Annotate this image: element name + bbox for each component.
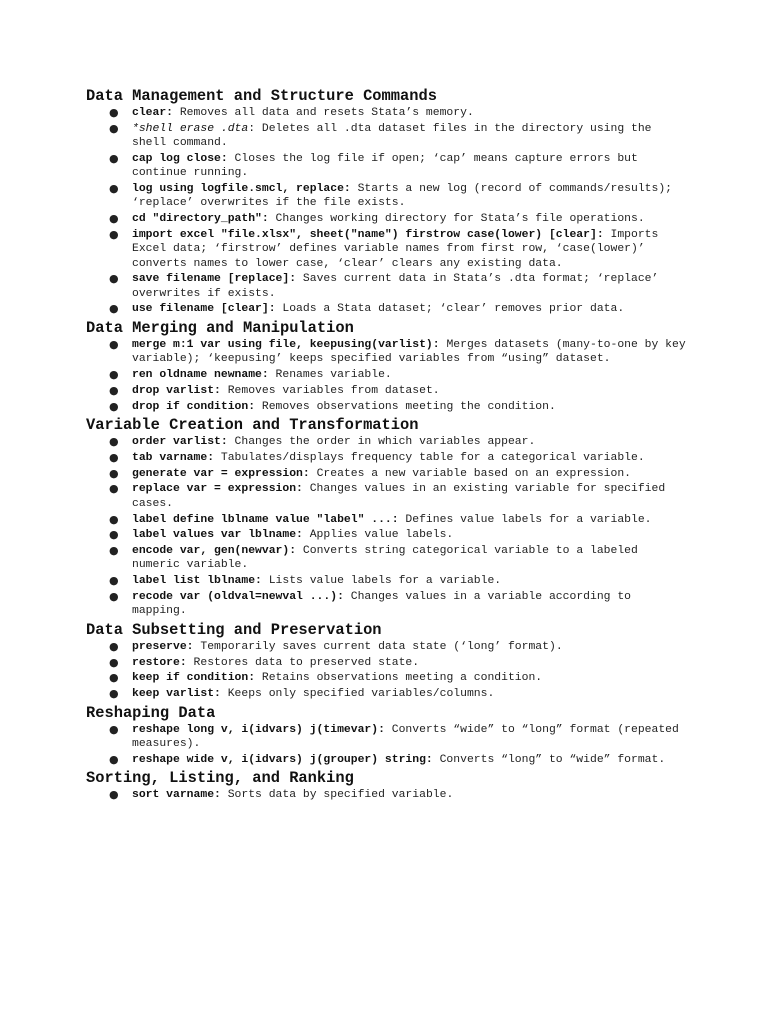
list-item [109, 368, 686, 382]
command-name: preserve: [132, 640, 194, 653]
command-description: Changes working directory for Stata’s file operations. [268, 213, 645, 226]
bullet-icon: ● [109, 181, 119, 195]
command-name: drop if condition: [132, 400, 256, 413]
bullet-icon: ● [109, 151, 119, 165]
command-name: order varlist: [132, 436, 228, 449]
bullet-icon: ● [109, 512, 119, 526]
list-item [109, 302, 686, 316]
command-name: cap log close: [132, 152, 228, 165]
command-name: clear: [132, 107, 174, 119]
bullet-icon: ● [109, 482, 119, 496]
list-item [109, 181, 686, 211]
command-description: Retains observations meeting a condition. [255, 672, 543, 685]
command-name: import excel "file.xlsx", sheet("name") firstrow case(lower) [clear]: [132, 228, 604, 241]
section-variable-creation [86, 415, 686, 618]
command-name: replace var = expression: [132, 483, 303, 496]
document-page [86, 86, 686, 804]
list-item [109, 435, 686, 449]
command-name: save filename [replace]: [132, 273, 297, 286]
bullet-icon: ● [109, 528, 119, 542]
bullet-icon: ● [109, 655, 119, 669]
command-description: Closes the log file if open; ‘cap’ means capture errors but continue running. [132, 152, 638, 180]
bullet-icon: ● [109, 399, 119, 413]
command-description: Defines value labels for a variable. [398, 513, 652, 526]
command-name: encode var, gen(newvar): [132, 544, 297, 557]
command-description: Converts “wide” to “long” format (repeated measures). [132, 723, 679, 751]
section-heading: Data Merging and Manipulation [86, 319, 354, 338]
section-sorting [86, 768, 686, 802]
command-name: keep varlist: [132, 687, 221, 700]
command-name: reshape long v, i(idvars) j(timevar): [132, 723, 385, 736]
section-heading: Data Subsetting and Preservation [86, 620, 382, 639]
list-item [109, 655, 686, 670]
section-heading: Reshaping Data [86, 703, 216, 722]
bullet-icon: ● [109, 368, 119, 382]
command-list [86, 788, 686, 802]
bullet-icon: ● [109, 752, 119, 766]
command-name: generate var = expression: [132, 467, 310, 480]
command-name: log using logfile.smcl, replace: [132, 182, 351, 195]
bullet-icon: ● [109, 106, 119, 119]
command-description: Removes variables from dataset. [220, 384, 440, 397]
command-name: use filename [clear]: [132, 303, 276, 316]
list-item [109, 227, 686, 271]
command-name: *shell erase .dta [132, 122, 249, 135]
list-item [109, 106, 686, 120]
list-item [109, 528, 686, 542]
section-heading: Data Management and Structure Commands [86, 87, 437, 105]
list-item [109, 671, 686, 685]
bullet-icon: ● [109, 212, 119, 226]
command-description: Keeps only specified variables/columns. [220, 687, 495, 700]
command-description: Saves current data in Stata’s .dta format; ‘replace’ overwrites if exists. [132, 273, 659, 300]
list-item [109, 121, 686, 151]
command-description: Changes the order in which variables appear. [227, 436, 536, 449]
bullet-icon: ● [109, 589, 119, 603]
command-description: Loads a Stata dataset; ‘clear’ removes prior data. [275, 303, 625, 316]
command-description: Creates a new variable based on an expression. [309, 467, 632, 480]
list-item [109, 399, 686, 414]
bullet-icon: ● [109, 722, 119, 736]
command-description: Imports Excel data; ‘firstrow’ defines variable names from first row, ‘case(lower)’ converts names to lower case, ‘clear’ clears any existing data. [132, 228, 659, 270]
command-list [86, 723, 686, 768]
command-name: keep if condition: [132, 672, 256, 685]
list-item [109, 788, 686, 802]
section-data-subsetting [86, 620, 686, 702]
command-name: tab varname: [132, 451, 215, 464]
bullet-icon: ● [109, 227, 119, 241]
list-item [109, 338, 686, 367]
command-description: Removes observations meeting the condition. [255, 400, 556, 413]
command-name: label define lblname value "label" ...: [132, 513, 399, 526]
list-item [109, 686, 686, 701]
command-name: label list lblname: [132, 575, 262, 588]
command-description: Changes values in a variable according to mapping. [132, 590, 631, 618]
list-item [109, 589, 686, 619]
command-description: Sorts data by specified variable. [220, 789, 454, 802]
bullet-icon: ● [109, 574, 119, 588]
bullet-icon: ● [109, 121, 119, 135]
command-description: Changes values in an existing variable for specified cases. [132, 483, 666, 510]
bullet-icon: ● [109, 686, 119, 700]
command-list [86, 106, 686, 317]
bullet-icon: ● [109, 272, 119, 286]
section-heading: Sorting, Listing, and Ranking [86, 769, 354, 788]
bullet-icon: ● [109, 435, 119, 449]
section-heading: Variable Creation and Transformation [86, 416, 419, 435]
command-description: Tabulates/displays frequency table for a categorical variable. [214, 451, 645, 464]
list-item [109, 543, 686, 573]
command-name: restore: [132, 656, 187, 669]
bullet-icon: ● [109, 302, 119, 316]
list-item [109, 752, 686, 767]
section-data-merging [86, 318, 686, 414]
bullet-icon: ● [109, 671, 119, 685]
command-list [86, 338, 686, 414]
command-description: Converts string categorical variable to a labeled numeric variable. [132, 544, 638, 572]
list-item [109, 272, 686, 301]
command-list [86, 640, 686, 702]
section-data-management [86, 86, 686, 317]
command-description: Temporarily saves current data state (‘long’ format). [193, 640, 563, 653]
bullet-icon: ● [109, 338, 119, 352]
command-description: Renames variable. [268, 369, 392, 382]
command-name: reshape wide v, i(idvars) j(grouper) string: [132, 753, 433, 766]
command-description: Starts a new log (record of commands/results); ‘replace’ overwrites if the file exists. [132, 182, 673, 210]
bullet-icon: ● [109, 383, 119, 397]
list-item [109, 151, 686, 181]
command-description: Applies value labels. [302, 529, 454, 542]
command-name: sort varname: [132, 789, 221, 802]
bullet-icon: ● [109, 543, 119, 557]
bullet-icon: ● [109, 450, 119, 464]
command-description: Restores data to preserved state. [186, 656, 420, 669]
command-list [86, 435, 686, 618]
list-item [109, 466, 686, 481]
command-name: recode var (oldval=newval ...): [132, 590, 344, 603]
list-item [109, 383, 686, 398]
command-name: label values var lblname: [132, 529, 303, 542]
command-description: Merges datasets (many-to-one by key variable); ‘keepusing’ keeps specified variables from “using” dataset. [132, 339, 686, 366]
command-name: merge m:1 var using file, keepusing(varlist): [132, 339, 440, 352]
bullet-icon: ● [109, 466, 119, 480]
list-item [109, 482, 686, 511]
list-item [109, 212, 686, 226]
list-item [109, 512, 686, 527]
command-description: Removes all data and resets Stata’s memory. [173, 107, 474, 119]
command-name: cd "directory_path": [132, 213, 269, 226]
bullet-icon: ● [109, 788, 119, 802]
command-name: drop varlist: [132, 384, 221, 397]
command-description: Converts “long” to “wide” format. [432, 753, 666, 766]
command-description: Lists value labels for a variable. [261, 575, 502, 588]
list-item [109, 639, 686, 654]
list-item [109, 450, 686, 465]
command-name: ren oldname newname: [132, 369, 269, 382]
list-item [109, 574, 686, 588]
list-item [109, 722, 686, 752]
bullet-icon: ● [109, 639, 119, 653]
command-description: : Deletes all .dta dataset files in the directory using the shell command. [132, 122, 652, 150]
section-reshaping [86, 703, 686, 768]
